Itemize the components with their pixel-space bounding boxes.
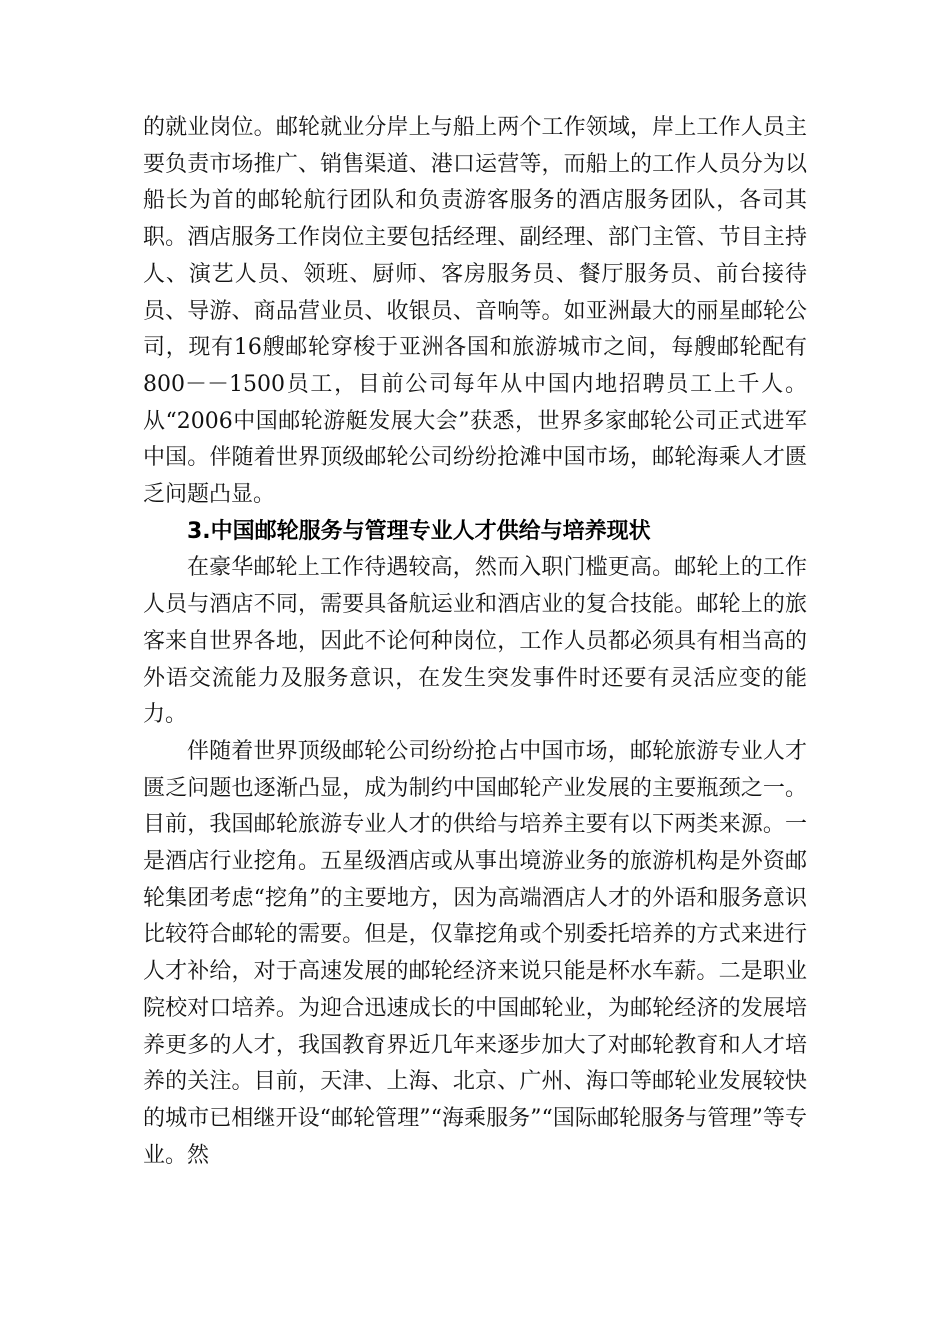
paragraph-job-requirements: 在豪华邮轮上工作待遇较高，然而入职门槛更高。邮轮上的工作人员与酒店不同，需要具备航运业和酒店业的复合技能。邮轮上的旅客来自世界各地，因此不论何种岗位，工作人员都必须具有相当高的外语交流能力及服务意识，在发生突发事件时还要有灵活应变的能力。 xyxy=(143,555,807,728)
paragraph-employment-positions: 的就业岗位。邮轮就业分岸上与船上两个工作领域，岸上工作人员主要负责市场推广、销售渠道、港口运营等，而船上的工作人员分为以船长为首的邮轮航行团队和负责游客服务的酒店服务团队，各司其职。酒店服务工作岗位主要包括经理、副经理、部门主管、节目主持人、演艺人员、领班、厨师、客房服务员、餐厅服务员、前台接待员、导游、商品营业员、收银员、音响等。如亚洲最大的丽星邮轮公司，现有16艘邮轮穿梭于亚洲各国和旅游城市之间，每艘邮轮配有800－－1500员工，目前公司每年从中国内地招聘员工上千人。从“2006中国邮轮游艇发展大会”获悉，世界多家邮轮公司正式进军中国。伴随着世界顶级邮轮公司纷纷抢滩中国市场，邮轮海乘人才匮乏问题凸显。 xyxy=(143,115,807,508)
paragraph-talent-supply: 伴随着世界顶级邮轮公司纷纷抢占中国市场，邮轮旅游专业人才匮乏问题也逐渐凸显，成为制约中国邮轮产业发展的主要瓶颈之一。目前，我国邮轮旅游专业人才的供给与培养主要有以下两类来源。一是酒店行业挖角。五星级酒店或从事出境游业务的旅游机构是外资邮轮集团考虑“挖角”的主要地方，因为高端酒店人才的外语和服务意识比较符合邮轮的需要。但是，仅靠挖角或个别委托培养的方式来进行人才补给，对于高速发展的邮轮经济来说只能是杯水车薪。二是职业院校对口培养。为迎合迅速成长的中国邮轮业，为邮轮经济的发展培养更多的人才，我国教育界近几年来逐步加大了对邮轮教育和人才培养的关注。目前，天津、上海、北京、广州、海口等邮轮业发展较快的城市已相继开设“邮轮管理”“海乘服务”“国际邮轮服务与管理”等专业。然 xyxy=(143,738,807,1168)
document-body xyxy=(143,110,807,1174)
section-heading-3: 3.中国邮轮服务与管理专业人才供给与培养现状 xyxy=(187,518,651,544)
